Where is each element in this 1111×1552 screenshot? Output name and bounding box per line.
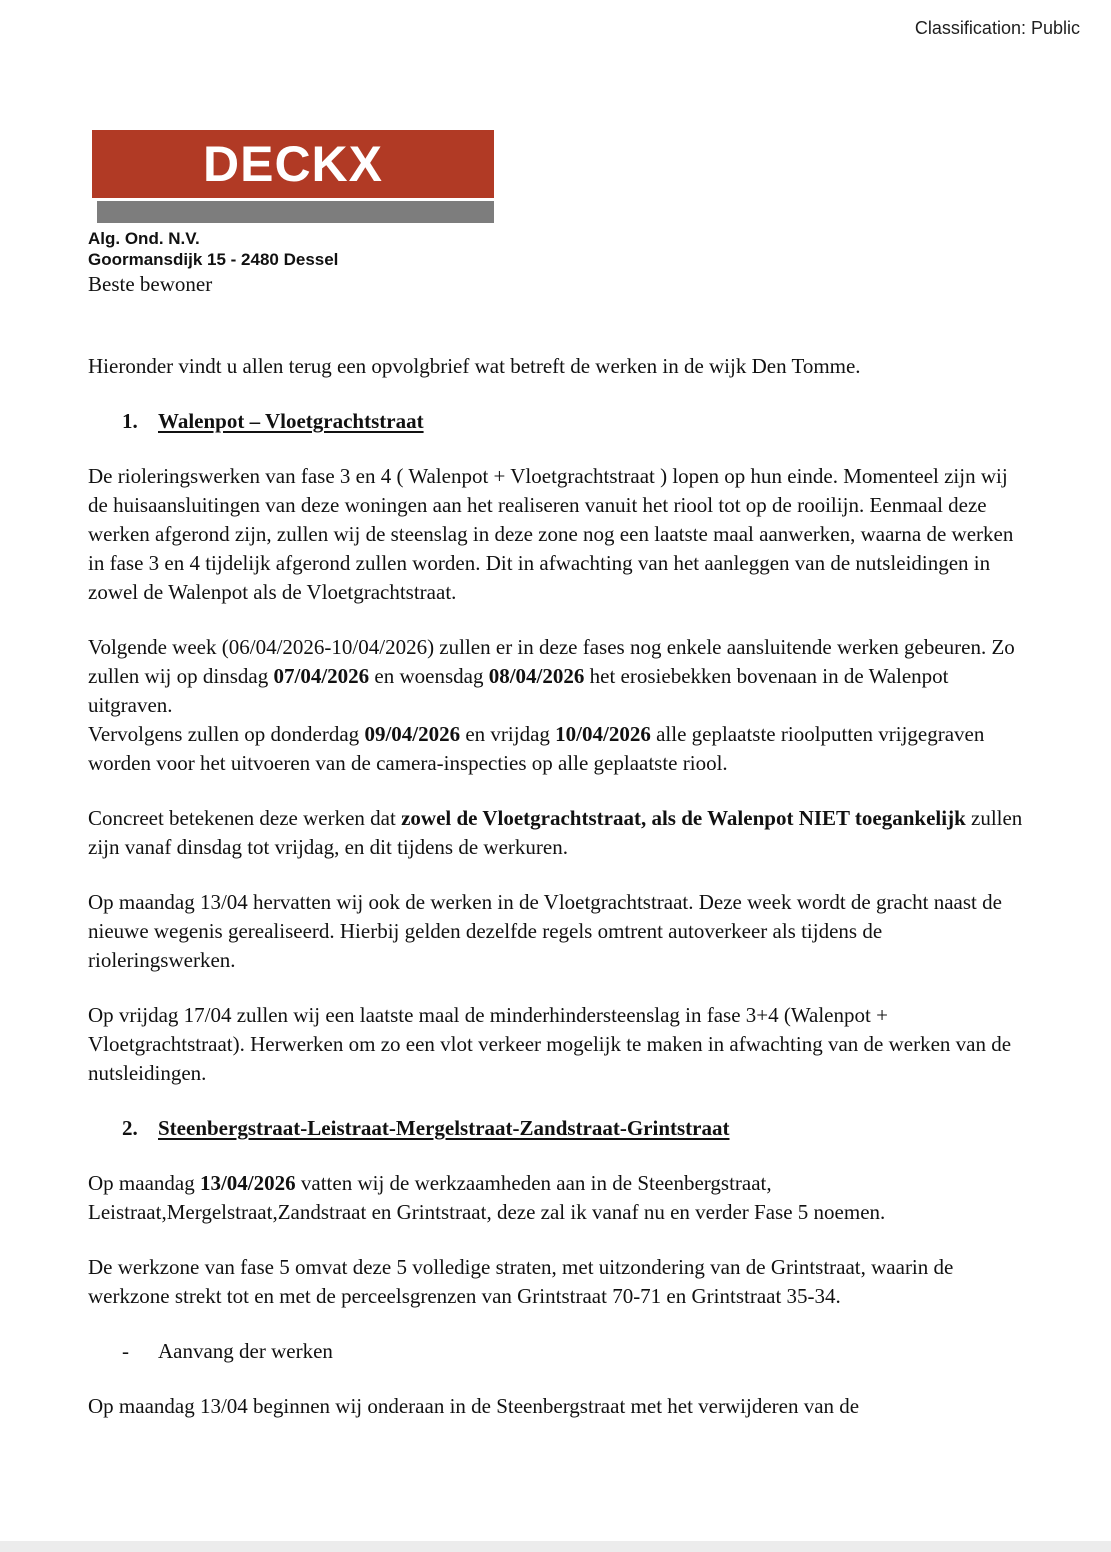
paragraph-run: Hieronder vindt u allen terug een opvolgbrief wat betreft de werken in de wijk Den Tomme. [88, 354, 861, 378]
salutation: Beste bewoner [88, 272, 213, 296]
deckx-logo [92, 130, 494, 223]
paragraph-run: alle geplaatste rioolputten vrijgegraven worden voor het uitvoeren van de camera-inspecties op alle geplaatste riool. [88, 722, 985, 775]
section-heading [88, 1114, 1028, 1143]
paragraph [88, 1392, 1028, 1421]
paragraph [88, 462, 1028, 607]
page-bottom-edge [0, 1541, 1111, 1552]
section-heading [88, 407, 1028, 436]
paragraph-bold-run: 07/04/2026 [273, 664, 370, 688]
paragraph [88, 804, 1028, 862]
paragraph-run: en woensdag [369, 664, 489, 688]
section-number: 2. [122, 1116, 138, 1140]
paragraph-run: Concreet betekenen deze werken dat [88, 806, 402, 830]
paragraph-bold-run: 08/04/2026 [488, 664, 585, 688]
company-address [88, 228, 338, 270]
paragraph-run: en vrijdag [460, 722, 556, 746]
paragraph-run: Vervolgens zullen op donderdag [88, 722, 365, 746]
paragraph-run: Volgende week (06/04/2026-10/04/2026) zullen er in deze fases nog enkele aansluitende werken gebeuren. Zo zullen wij op dinsdag [88, 635, 1015, 688]
list-marker: - [122, 1339, 129, 1363]
paragraph-bold-run: 09/04/2026 [364, 722, 461, 746]
paragraph-bold-run: 13/04/2026 [199, 1171, 296, 1195]
paragraph-run: Op maandag 13/04 beginnen wij onderaan in de Steenbergstraat met het verwijderen van de [88, 1394, 860, 1418]
paragraph-run: De werkzone van fase 5 omvat deze 5 volledige straten, met uitzondering van de Grintstraat, waarin de werkzone strekt tot en met de perceelsgrenzen van Grintstraat 70-71 en Grintstraat 35-34. [88, 1255, 954, 1308]
section-number: 1. [122, 409, 138, 433]
deckx-logo-text: DECKX [202, 136, 384, 192]
paragraph-run: vatten wij de werkzaamheden aan in de Steenbergstraat, Leistraat,Mergelstraat,Zandstraat en Grintstraat, deze zal ik vanaf nu en verder Fase 5 noemen. [88, 1171, 886, 1224]
company-street: Goormansdijk 15 - 2480 Dessel [88, 250, 339, 269]
paragraph [88, 1253, 1028, 1311]
paragraph-bold-run: 10/04/2026 [555, 722, 651, 746]
paragraph [88, 1169, 1028, 1227]
document-body [88, 352, 1028, 1447]
paragraph-run: zullen zijn vanaf dinsdag tot vrijdag, en dit tijdens de werkuren. [88, 806, 1023, 859]
paragraph-run: De rioleringswerken van fase 3 en 4 ( Walenpot + Vloetgrachtstraat ) lopen op hun einde. Momenteel zijn wij de huisaansluitingen van deze woningen aan het realiseren vanuit het riool tot op de rooilijn. Eenmaal deze werken afgerond zijn, zullen wij de steenslag in deze zone nog een laatste maal aanwerken, waarna de werken in fase 3 en 4 tijdelijk afgerond zullen worden. Dit in afwachting van het aanleggen van de nutsleidingen in zowel de Walenpot als de Vloetgrachtstraat. [88, 464, 1014, 604]
paragraph [88, 352, 1028, 381]
paragraph-run: Op maandag 13/04 hervatten wij ook de werken in de Vloetgrachtstraat. Deze week wordt de gracht naast de nieuwe wegenis gerealiseerd. Hierbij gelden dezelfde regels omtrent autoverkeer als tijdens de rioleringswerken. [88, 890, 1002, 972]
section-title: Steenbergstraat-Leistraat-Mergelstraat-Zandstraat-Grintstraat [158, 1116, 730, 1140]
paragraph-run: het erosiebekken bovenaan in de Walenpot uitgraven. [88, 664, 949, 717]
classification-label: Classification: Public [914, 18, 1080, 38]
deckx-logo-wordmark [92, 130, 494, 198]
deckx-logo-bar [97, 201, 494, 223]
paragraph-bold-run: zowel de Vloetgrachtstraat, als de Walenpot NIET toegankelijk [401, 806, 966, 830]
company-name: Alg. Ond. N.V. [88, 229, 200, 248]
section-title: Walenpot – Vloetgrachtstraat [158, 409, 424, 433]
list-item [88, 1337, 1028, 1366]
paragraph-run: Op maandag [88, 1171, 200, 1195]
list-item-text: Aanvang der werken [158, 1339, 333, 1363]
paragraph [88, 888, 1028, 975]
paragraph-run: Op vrijdag 17/04 zullen wij een laatste maal de minderhindersteenslag in fase 3+4 (Walenpot + Vloetgrachtstraat). Herwerken om zo een vlot verkeer mogelijk te maken in afwachting van de werken van de nutsleidingen. [88, 1003, 1012, 1085]
paragraph [88, 1001, 1028, 1088]
paragraph [88, 633, 1028, 778]
